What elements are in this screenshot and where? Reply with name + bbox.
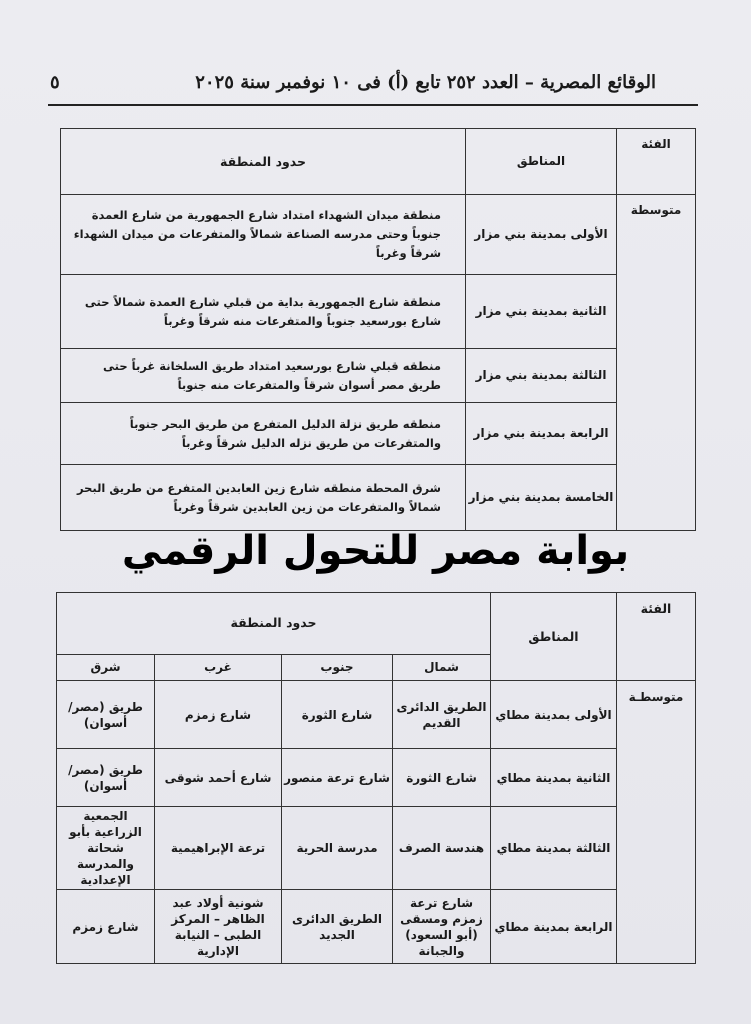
east-cell: طريق (مصر/أسوان) xyxy=(57,681,155,749)
table-row xyxy=(61,349,696,403)
header-boundaries: حدود المنطقة xyxy=(57,593,491,655)
header-west: غرب xyxy=(155,654,282,680)
north-cell: شارع ترعة زمزم ومسقى (أبو السعود) والجبانة xyxy=(393,890,491,964)
north-cell: شارع الثورة xyxy=(393,749,491,807)
south-cell: شارع الثورة xyxy=(282,681,393,749)
area-cell: الثالثة بمدينة مطاي xyxy=(491,807,617,890)
south-cell: مدرسة الحرية xyxy=(282,807,393,890)
table-row xyxy=(57,681,696,749)
east-cell: طريق (مصر/أسوان) xyxy=(57,749,155,807)
boundary-cell: منطقه قبلي شارع بورسعيد امتداد طريق السلخانة غرباً حتى طريق مصر أسوان شرقاً والمتفرعات منه جنوباً xyxy=(61,349,466,403)
area-cell: الرابعة بمدينة بني مزار xyxy=(466,403,617,465)
south-cell: الطريق الدائرى الجديد xyxy=(282,890,393,964)
north-cell: هندسة الصرف xyxy=(393,807,491,890)
area-cell: الثانية بمدينة بني مزار xyxy=(466,275,617,349)
page-number: ٥ xyxy=(50,72,60,93)
table-row xyxy=(61,465,696,531)
table-row xyxy=(57,807,696,890)
boundary-cell: منطقة ميدان الشهداء امتداد شارع الجمهورية من شارع العمدة جنوباً وحتى مدرسه الصناعة شمالاً والمتفرعات من ميدان الشهداء شرقاً وغرباً xyxy=(61,195,466,275)
boundary-cell: منطقه طريق نزلة الدليل المتفرع من طريق البحر جنوباً والمتفرعات من طريق نزله الدليل شرقاً وغرباً xyxy=(61,403,466,465)
boundary-cell: شرق المحطة منطقه شارع زين العابدين المتفرع من طريق البحر شمالاً والمتفرعات من زين العابدين شرقاً وغرباً xyxy=(61,465,466,531)
west-cell: شونية أولاد عبد الظاهر – المركز الطبى – النيابة الإدارية xyxy=(155,890,282,964)
table-row xyxy=(61,403,696,465)
table-row xyxy=(61,195,696,275)
area-cell: الأولى بمدينة بني مزار xyxy=(466,195,617,275)
area-cell: الخامسة بمدينة بني مزار xyxy=(466,465,617,531)
east-cell: شارع زمزم xyxy=(57,890,155,964)
gazette-title: الوقائع المصرية – العدد ٢٥٢ تابع (أ) فى ١٠ نوفمبر سنة ٢٠٢٥ xyxy=(195,72,656,93)
header-category: الفئة xyxy=(617,129,696,195)
header-areas: المناطق xyxy=(466,129,617,195)
category-cell: متوسطـة xyxy=(617,681,696,964)
zones-table-mattay xyxy=(56,592,696,964)
area-cell: الثانية بمدينة مطاي xyxy=(491,749,617,807)
table-row xyxy=(57,749,696,807)
boundary-cell: منطقة شارع الجمهورية بداية من قبلي شارع العمدة شمالاً حتى شارع بورسعيد جنوباً والمتفرعات منه شرقاً وغرباً xyxy=(61,275,466,349)
header-north: شمال xyxy=(393,654,491,680)
north-cell: الطريق الدائرى القديم xyxy=(393,681,491,749)
header-south: جنوب xyxy=(282,654,393,680)
header-areas: المناطق xyxy=(491,593,617,681)
area-cell: الرابعة بمدينة مطاي xyxy=(491,890,617,964)
header-east: شرق xyxy=(57,654,155,680)
table-header-row xyxy=(57,593,696,655)
table-row xyxy=(57,890,696,964)
south-cell: شارع ترعة منصور xyxy=(282,749,393,807)
table-row xyxy=(61,275,696,349)
area-cell: الثالثة بمدينة بني مزار xyxy=(466,349,617,403)
east-cell: الجمعية الزراعية بأبو شحاتة والمدرسة الإعدادية xyxy=(57,807,155,890)
west-cell: شارع أحمد شوقى xyxy=(155,749,282,807)
header-rule xyxy=(48,104,698,106)
header-category: الفئة xyxy=(617,593,696,681)
watermark-text: بوابة مصر للتحول الرقمي xyxy=(121,528,630,574)
west-cell: ترعة الإبراهيمية xyxy=(155,807,282,890)
area-cell: الأولى بمدينة مطاي xyxy=(491,681,617,749)
page-header xyxy=(50,66,656,100)
west-cell: شارع زمزم xyxy=(155,681,282,749)
header-boundaries: حدود المنطقة xyxy=(61,129,466,195)
table-header-row xyxy=(61,129,696,195)
category-cell: متوسطة xyxy=(617,195,696,531)
zones-table-bani-mazar xyxy=(60,128,696,531)
